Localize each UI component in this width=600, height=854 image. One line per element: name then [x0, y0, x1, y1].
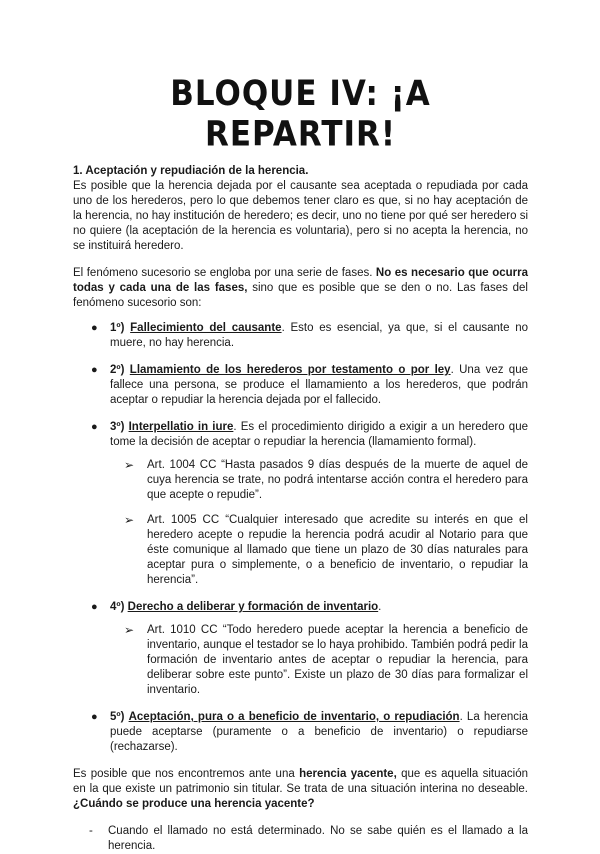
phase-number: 1º)	[110, 322, 125, 334]
bullet-icon: ●	[91, 711, 98, 723]
phase-item	[73, 600, 528, 698]
dash-item	[73, 824, 528, 854]
page-title: BLOQUE IV: ¡A REPARTIR!	[170, 73, 431, 155]
phase-text: . Una vez que fallece una persona, se produce el llamamiento a los herederos, que podrán aceptar o repudiar la herencia dejada por el fallecido.	[110, 364, 528, 406]
phase-title: Aceptación, pura o a beneficio de inventario, o repudiación	[128, 711, 460, 723]
article-text: Art. 1005 CC “Cualquier interesado que acredite su interés en que el heredero acepte o repudie la herencia podrá acudir al Notario para que éste comunique al llamado que tiene un plazo de 30 días naturales para aceptar pura o simplemente, o a beneficio de inventario, o repudiar la herencia”.	[147, 514, 528, 586]
phase-item	[73, 420, 528, 588]
section-heading: 1. Aceptación y repudiación de la herencia.	[73, 165, 309, 177]
phase-title: Derecho a deliberar y formación de inventario	[127, 601, 379, 613]
phase-title: Llamamiento de los herederos por testamento o por ley	[129, 364, 451, 376]
article-item	[110, 513, 528, 588]
arrow-icon: ➢	[124, 623, 135, 637]
article-list	[110, 623, 528, 698]
phase-title: Interpellatio in iure	[128, 421, 234, 433]
dash-list	[73, 824, 528, 854]
phases-list	[73, 321, 528, 755]
bullet-icon: ●	[91, 421, 98, 433]
dash-icon: -	[89, 825, 93, 837]
phase-title: Fallecimiento del causante	[130, 322, 282, 334]
intro-paragraph: Es posible que la herencia dejada por el causante sea aceptada o repudiada por cada uno de los herederos, pero lo que debemos tener claro es que, si no hay aceptación de la herencia, no hay institución de heredero; es decir, uno no tiene por qué ser heredero si no quiere (la aceptación de la herencia es voluntaria), pero si no acepta la herencia, no se instituirá heredero.	[73, 180, 528, 252]
phase-number: 4º)	[110, 601, 125, 613]
yacente-paragraph	[73, 767, 528, 812]
phase-item	[73, 710, 528, 755]
yacente-text-mid: que es aquella situación en la que existe un patrimonio sin titular. Se trata de una situación interina no deseable.	[73, 768, 528, 795]
phase-text: .	[378, 601, 382, 613]
bullet-icon: ●	[91, 364, 98, 376]
phases-intro-paragraph	[73, 266, 528, 311]
phase-text: . Es el procedimiento dirigido a exigir a un heredero que tome la decisión de aceptar o repudiar la herencia (llamamiento formal).	[110, 421, 528, 448]
article-text: Art. 1010 CC “Todo heredero puede aceptar la herencia a beneficio de inventario, aunque el testador se lo haya prohibido. También podrá pedir la formación de inventario antes de aceptar o repudiar la herencia, para deliberar sobre este punto”. Existe un plazo de 30 días para formalizar el inventario.	[147, 624, 528, 696]
phase-item	[73, 363, 528, 408]
phases-intro-text-end: sino que es posible que se den o no. Las fases del fenómeno sucesorio son:	[73, 282, 528, 309]
phase-number: 3º)	[110, 421, 125, 433]
arrow-icon: ➢	[124, 458, 135, 472]
yacente-text: Es posible que nos encontremos ante una	[73, 768, 300, 780]
phase-item	[73, 321, 528, 351]
yacente-bold: herencia yacente,	[299, 768, 397, 780]
article-text: Art. 1004 CC “Hasta pasados 9 días después de la muerte de aquel de cuya herencia se trate, no podrá intentarse acción contra el heredero para que acepte o repudie”.	[147, 459, 528, 501]
yacente-question: ¿Cuándo se produce una herencia yacente?	[73, 798, 315, 810]
article-list	[110, 458, 528, 588]
bullet-icon: ●	[91, 601, 98, 613]
phases-intro-text: El fenómeno sucesorio se engloba por una serie de fases.	[73, 267, 376, 279]
phase-text: . La herencia puede aceptarse (puramente o a beneficio de inventario) o repudiarse (rechazarse).	[110, 711, 528, 753]
bullet-icon: ●	[91, 322, 98, 334]
dash-item-text: Cuando el llamado no está determinado. No se sabe quién es el llamado a la herencia.	[108, 825, 528, 852]
phases-intro-bold: No es necesario que ocurra todas y cada una de las fases,	[73, 267, 528, 294]
article-item	[110, 458, 528, 503]
phase-number: 5º)	[110, 711, 125, 723]
document-page	[73, 73, 528, 854]
arrow-icon: ➢	[124, 513, 135, 527]
phase-text: . Esto es esencial, ya que, si el causante no muere, no hay herencia.	[110, 322, 528, 349]
phase-number: 2º)	[110, 364, 125, 376]
article-item	[110, 623, 528, 698]
